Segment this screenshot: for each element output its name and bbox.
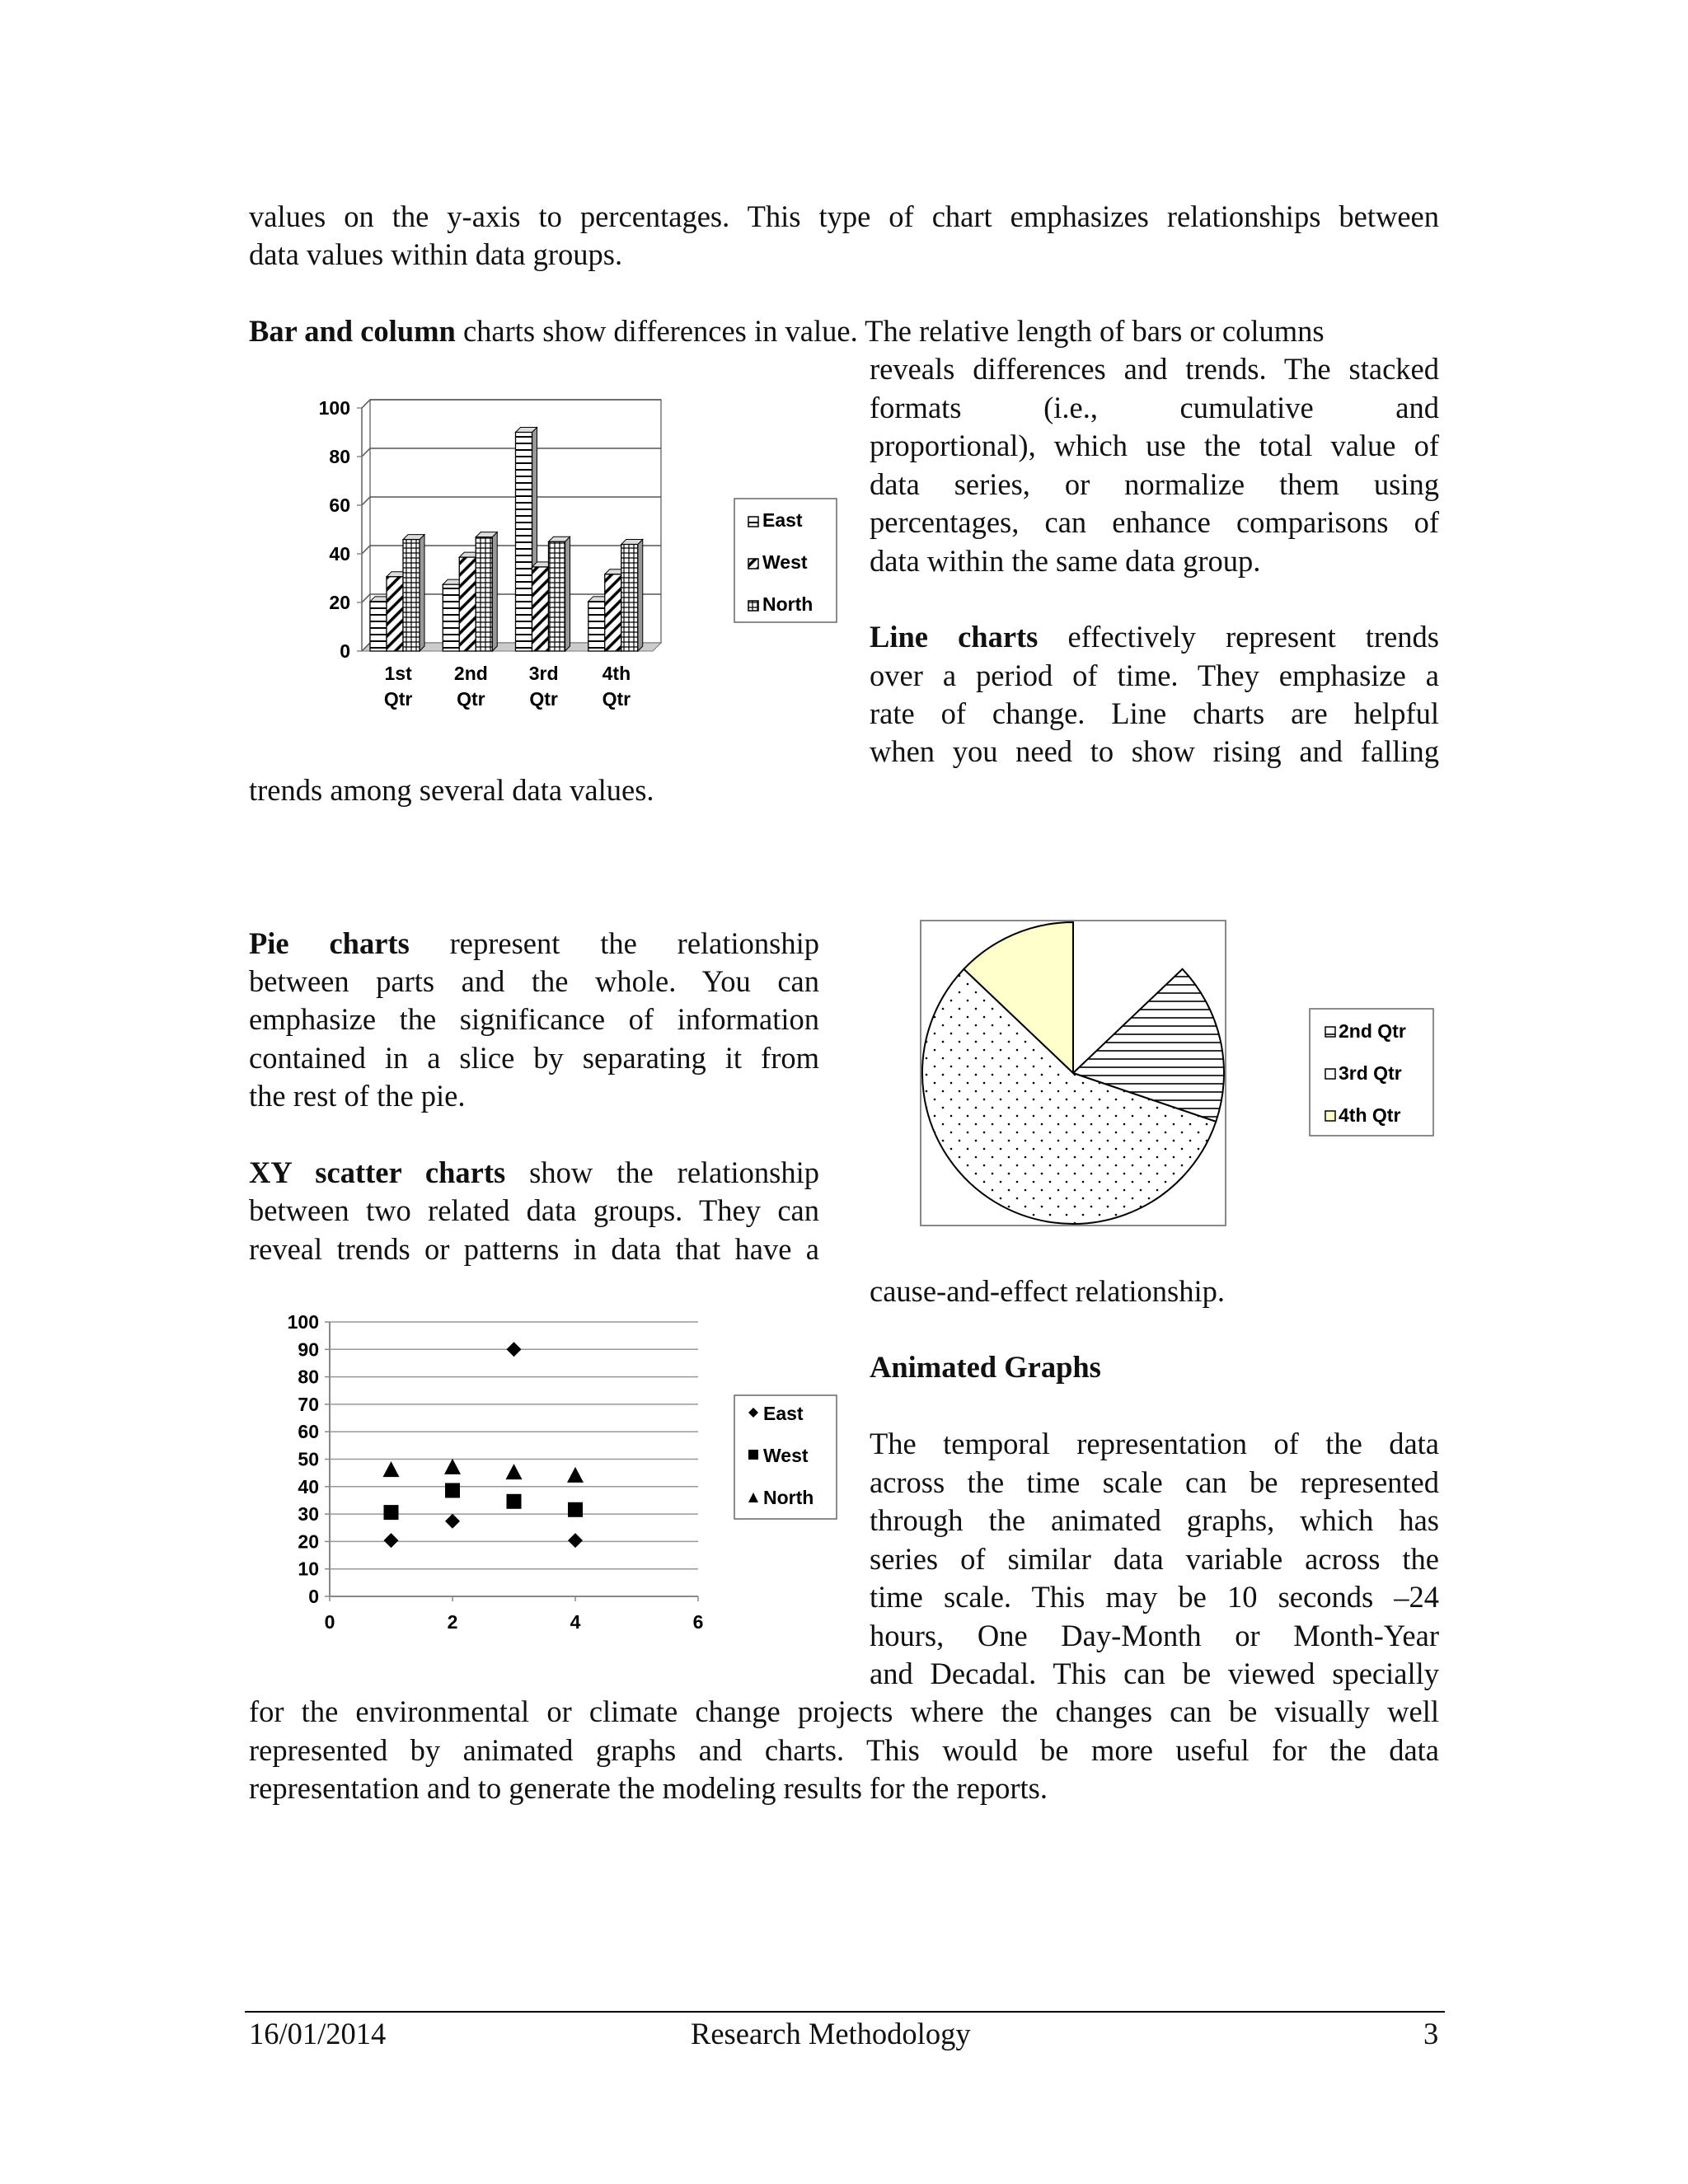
scatter-y-tick-label: 90: [298, 1338, 319, 1361]
scatter-line-3: reveal trends or patterns in data that have a: [249, 1232, 819, 1266]
bar: [605, 574, 621, 651]
pie-chart: [915, 915, 1442, 1236]
footer-rule: [245, 2011, 1445, 2013]
bar-y-tick-label: 20: [329, 592, 350, 613]
scatter-point-east: [384, 1533, 399, 1548]
animated-full-line-1: for the environmental or climate change projects where the changes can be visually well: [249, 1694, 1439, 1728]
bar-legend-north: North: [762, 593, 814, 615]
scatter-point-west: [507, 1494, 522, 1509]
bar-paragraph-first-line: [249, 312, 1325, 350]
pie-first-line-text: represent the relationship: [449, 926, 819, 960]
scatter-point-west: [384, 1505, 399, 1520]
bar: [370, 602, 387, 651]
animated-right-line-7: and Decadal. This can be viewed specially: [870, 1657, 1439, 1690]
pie-legend-4th: 4th Qtr: [1339, 1104, 1401, 1126]
bar-right-line-2: formats (i.e., cumulative and: [870, 391, 1439, 424]
bar-y-tick-label: 0: [340, 640, 350, 662]
animated-right-line-1: The temporal representation of the data: [870, 1427, 1439, 1460]
bar-first-line-text: charts show differences in value. The relative length of bars or columns: [462, 314, 1325, 348]
bar-gridline-slant: [362, 400, 370, 408]
footer-title: Research Methodology: [691, 2017, 971, 2050]
line-line-4: when you need to show rising and falling: [870, 734, 1439, 768]
pie-line-2: between parts and the whole. You can: [249, 964, 819, 998]
bar-x-tick-label: 4th: [602, 663, 631, 684]
bar-gridline-slant: [362, 594, 370, 602]
bar-right-line-1: reveals differences and trends. The stacked: [870, 352, 1439, 386]
scatter-point-north: [444, 1459, 461, 1474]
bar-y-tick-label: 40: [329, 543, 350, 565]
bar: [588, 602, 605, 651]
scatter-point-west: [568, 1502, 583, 1517]
scatter-y-tick-label: 20: [298, 1530, 319, 1553]
scatter-point-west: [445, 1483, 460, 1497]
scatter-y-tick-label: 50: [298, 1448, 319, 1470]
scatter-tail: cause-and-effect relationship.: [870, 1274, 1226, 1308]
animated-right-line-2: across the time scale can be represented: [870, 1465, 1439, 1499]
pie-legend-2nd: 2nd Qtr: [1339, 1020, 1406, 1042]
animated-heading: Animated Graphs: [870, 1350, 1101, 1384]
scatter-y-tick-label: 30: [298, 1503, 319, 1526]
bar-y-tick-label: 80: [329, 446, 350, 467]
bar-x-tick-label: Qtr: [602, 688, 631, 710]
bar: [549, 541, 565, 651]
scatter-y-tick-label: 40: [298, 1475, 319, 1497]
bar-x-tick-label: Qtr: [383, 688, 413, 710]
bar: [443, 584, 459, 651]
bar: [403, 540, 420, 651]
pie-paragraph-first-line: [249, 925, 819, 963]
scatter-legend: [734, 1395, 837, 1519]
bar-x-tick-label: Qtr: [457, 688, 485, 710]
bar: [516, 433, 532, 652]
scatter-x-tick-label: 0: [324, 1611, 335, 1633]
scatter-point-north: [567, 1467, 584, 1483]
bar-x-tick-label: 1st: [384, 663, 412, 684]
scatter-point-east: [507, 1342, 522, 1357]
bar-gridline-slant: [362, 546, 370, 554]
line-term: Line charts: [870, 620, 1039, 654]
bar-x-tick-label: Qtr: [529, 688, 558, 710]
pie-line-3: emphasize the significance of information: [249, 1002, 819, 1036]
scatter-paragraph-first-line: [249, 1154, 819, 1192]
animated-right-line-4: series of similar data variable across the: [870, 1542, 1439, 1576]
scatter-legend-west: West: [763, 1445, 809, 1466]
line-first-line-text: effectively represent trends: [1067, 620, 1439, 654]
line-line-3: rate of change. Line charts are helpful: [870, 696, 1439, 730]
scatter-legend-square-icon: [748, 1450, 758, 1460]
scatter-x-tick-label: 6: [692, 1611, 704, 1633]
bar: [476, 537, 492, 651]
bar-side: [492, 532, 497, 651]
scatter-point-east: [445, 1514, 460, 1529]
scatter-term: XY scatter charts: [249, 1155, 506, 1189]
bar-gridline-slant: [362, 448, 370, 457]
bar-side: [565, 537, 570, 651]
intro-line-1: values on the y-axis to percentages. This type of chart emphasizes relationships between: [249, 199, 1439, 233]
footer-date: 16/01/2014: [249, 2017, 387, 2050]
pie-term: Pie charts: [249, 926, 410, 960]
bar-gridline-slant: [362, 497, 370, 505]
pie-legend-3rd: 3rd Qtr: [1339, 1062, 1402, 1084]
footer-page-number: 3: [1423, 2017, 1439, 2050]
scatter-y-tick-label: 70: [298, 1393, 319, 1415]
scatter-legend-east: East: [763, 1403, 804, 1424]
scatter-y-tick-label: 0: [308, 1586, 319, 1607]
animated-full-line-2: represented by animated graphs and charts. This would be more useful for the data: [249, 1733, 1439, 1767]
scatter-point-east: [568, 1533, 583, 1548]
intro-line-2: data values within data groups.: [249, 237, 623, 271]
bar: [621, 544, 638, 651]
bar-right-line-5: percentages, can enhance comparisons of: [870, 505, 1439, 539]
scatter-y-tick-label: 10: [298, 1558, 319, 1580]
bar-right-line-6: data within the same data group.: [870, 544, 1261, 578]
scatter-x-tick-label: 2: [447, 1611, 458, 1633]
bar-y-tick-label: 100: [318, 397, 350, 419]
bar-legend: [734, 499, 837, 622]
animated-full-line-3: representation and to generate the modeling results for the reports.: [249, 1771, 1048, 1805]
bar-right-line-4: data series, or normalize them using: [870, 467, 1439, 501]
bar: [387, 577, 403, 651]
bar-legend-west: West: [762, 551, 808, 573]
scatter-point-north: [506, 1464, 523, 1479]
bar-x-tick-label: 3rd: [528, 663, 559, 684]
scatter-legend-north: North: [763, 1487, 814, 1508]
bar: [532, 567, 549, 651]
bar: [459, 557, 476, 651]
bar-side: [638, 539, 643, 651]
animated-right-line-6: hours, One Day-Month or Month-Year: [870, 1619, 1439, 1652]
scatter-y-tick-label: 60: [298, 1421, 319, 1443]
line-line-2: over a period of time. They emphasize a: [870, 658, 1439, 692]
line-tail: trends among several data values.: [249, 773, 654, 807]
bar-legend-east: East: [762, 509, 803, 531]
scatter-y-tick-label: 100: [287, 1311, 319, 1333]
bar-chart: [280, 387, 849, 725]
pie-line-5: the rest of the pie.: [249, 1079, 466, 1113]
bar-x-tick-label: 2nd: [453, 663, 488, 684]
bar-right-line-3: proportional), which use the total value of: [870, 429, 1439, 462]
animated-right-line-5: time scale. This may be 10 seconds –24: [870, 1580, 1439, 1614]
scatter-y-tick-label: 80: [298, 1366, 319, 1388]
bar-term: Bar and column: [249, 314, 456, 348]
scatter-line-2: between two related data groups. They can: [249, 1193, 819, 1227]
scatter-first-line-text: show the relationship: [529, 1155, 820, 1189]
scatter-chart: [264, 1302, 849, 1640]
pie-line-4: contained in a slice by separating it from: [249, 1041, 819, 1075]
scatter-point-north: [383, 1461, 400, 1477]
pie-legend: [1310, 1009, 1433, 1136]
line-paragraph-first-line: [870, 618, 1439, 656]
animated-right-line-3: through the animated graphs, which has: [870, 1503, 1439, 1537]
bar-y-tick-label: 60: [329, 494, 350, 516]
bar-side: [420, 535, 424, 651]
scatter-x-tick-label: 4: [570, 1611, 581, 1633]
